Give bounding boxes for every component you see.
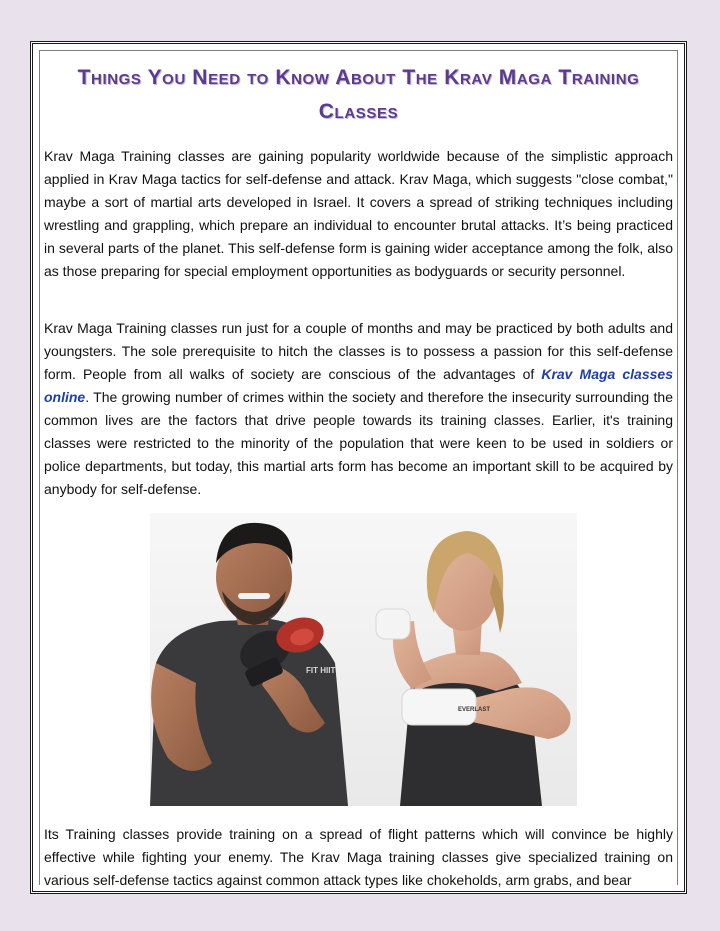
shirt-logo-text: FIT HIIT xyxy=(306,666,336,675)
paragraph-classes-text-after: . The growing number of crimes within the society and therefore the insecurity surrounding the common lives are the factors that drive people towards its training classes. Earlier, it's training classes were restricted to the minority of the population that were keen to be used in soldiers or police departments, but today, this martial arts form has become an important skill to be acquired by anybody for self-defense. xyxy=(44,389,673,497)
paragraph-intro: Krav Maga Training classes are gaining popularity worldwide because of the simplistic approach applied in Krav Maga tactics for self-defense and attack. Krav Maga, which suggests "close combat," maybe a sort of martial arts developed in Israel. It covers a spread of striking techniques including wrestling and grappling, which prepare an individual to encounter brutal attacks. It’s being practiced in several parts of the planet. This self-defense form is gaining wider acceptance among the folk, also as those preparing for special employment opportunities as bodyguards or security personnel. xyxy=(44,148,673,279)
document-page xyxy=(30,41,687,894)
paragraph-classes xyxy=(44,317,673,501)
paragraph-training: Its Training classes provide training on a spread of flight patterns which will convince be highly effective while fighting your enemy. The Krav Maga training classes give specialized training on various self-defense tactics against common attack types like chokeholds, arm grabs, and bear xyxy=(44,826,673,888)
page-title: Things You Need to Know About The Krav Maga Training Classes xyxy=(77,66,640,123)
krav-maga-fighters-photo xyxy=(150,513,577,806)
woman-hand-wrap-left xyxy=(376,609,410,639)
paragraph-classes-text-before: Krav Maga Training classes run just for a couple of months and may be practiced by both adults and youngsters. The sole prerequisite to hitch the classes is to possess a passion for this self-defense form. People from all walks of society are conscious of the advantages of xyxy=(44,320,673,382)
wrap-logo-text: EVERLAST xyxy=(458,707,491,713)
page-inner-border xyxy=(39,50,678,888)
krav-maga-classes-online-link[interactable]: Krav Maga classes online xyxy=(44,366,673,405)
fighters-illustration xyxy=(150,513,577,806)
